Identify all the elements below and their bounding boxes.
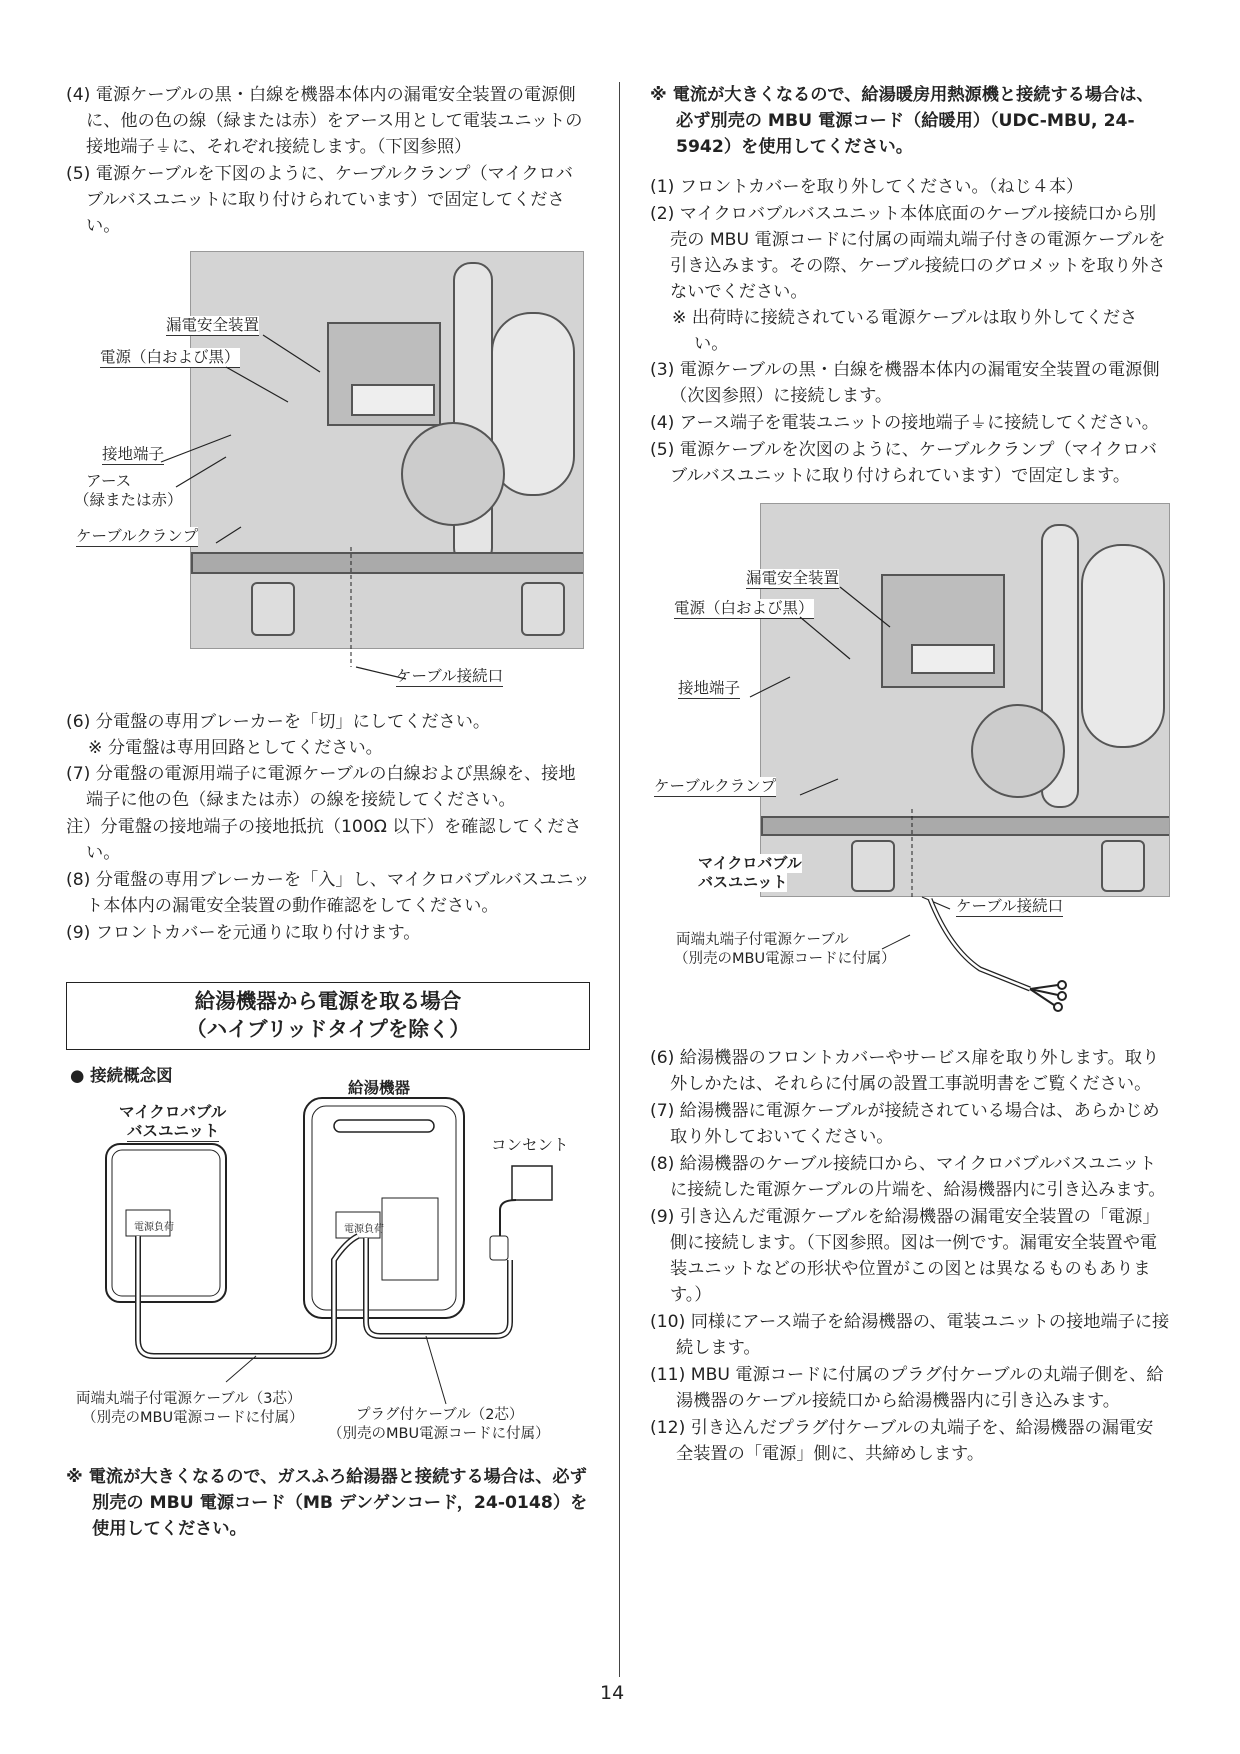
unit-term-load: 負荷	[154, 1222, 174, 1233]
warning-heat-source: ※ 電流が大きくなるので、給湯暖房用熱源機と接続する場合は、必ず別売の MBU 電源コード（給暖用）（UDC-MBU, 24-5942）を使用してください。	[650, 85, 1154, 157]
r-label-unit-2: バスユニット	[698, 873, 788, 891]
wiring-figure-1	[66, 247, 590, 709]
r-step-6: (6) 給湯機器のフロントカバーやサービス扉を取り外します。取り外しかたは、それらに付属の設置工事説明書をご覧ください。	[650, 1048, 1160, 1094]
r-label-cable-inlet: ケーブル接続口	[956, 897, 1064, 915]
heater-term-load: 負荷	[364, 1224, 384, 1235]
cable-3core-label: 両端丸端子付電源ケーブル（3芯）	[76, 1391, 302, 1407]
column-divider	[619, 82, 620, 1677]
step-5: (5) 電源ケーブルを下図のように、ケーブルクランプ（マイクロバブルバスユニットに取り付けられています）で固定してください。	[66, 164, 573, 236]
r-step-11: (11) MBU 電源コードに付属のプラグ付ケーブルの丸端子側を、給湯機器のケーブル接続口から給湯機器内に引き込みます。	[650, 1365, 1164, 1411]
section-title-line-1: 給湯機器から電源を取る場合	[194, 989, 462, 1013]
r-label-safety-device: 漏電安全装置	[746, 569, 840, 587]
step-8: (8) 分電盤の専用ブレーカーを「入」し、マイクロバブルバスユニット本体内の漏電安全装置の動作確認をしてください。	[66, 870, 590, 916]
r-label-ground-terminal: 接地端子	[678, 679, 741, 697]
r-label-unit-1: マイクロバブル	[698, 854, 802, 872]
heater-label: 給湯機器	[348, 1079, 411, 1097]
step-4: (4) 電源ケーブルの黒・白線を機器本体内の漏電安全装置の電源側に、他の色の線（緑または赤）をアース用として電装ユニットの接地端子⏚に、それぞれ接続します。（下図参照）	[66, 85, 583, 157]
r-step-9: (9) 引き込んだ電源ケーブルを給湯機器の漏電安全装置の「電源」側に接続します。（下図参照。図は一例です。漏電安全装置や電装ユニットなどの形状や位置がこの図とは異なるものもあります。）	[650, 1207, 1160, 1305]
label-power-wires: 電源（白および黒）	[100, 348, 240, 366]
r-label-power-wires: 電源（白および黒）	[674, 599, 814, 617]
r-label-cable-source: （別売のMBU電源コードに付属）	[674, 951, 896, 967]
unit-label-2: バスユニット	[127, 1122, 220, 1140]
outlet-label: コンセント	[491, 1136, 569, 1154]
right-column	[650, 82, 1170, 1467]
warning-gas-heater: ※ 電流が大きくなるので、ガスふろ給湯器と接続する場合は、必ず別売の MBU 電源コード（MB デンゲンコード，24-0148）を使用してください。	[66, 1467, 588, 1539]
unit-term-power: 電源	[134, 1222, 154, 1233]
r-step-1: (1) フロントカバーを取り外してください。（ねじ４本）	[650, 177, 1084, 197]
section-heading	[66, 982, 590, 1050]
r-step-5: (5) 電源ケーブルを次図のように、ケーブルクランプ（マイクロバブルバスユニットに取り付けられています）で固定します。	[650, 440, 1157, 486]
r-step-2: (2) マイクロバブルバスユニット本体底面のケーブル接続口から別売の MBU 電源コードに付属の両端丸端子付きの電源ケーブルを引き込みます。その際、ケーブル接続口のグロメットを取り外さないでください。	[650, 204, 1166, 302]
label-cable-clamp: ケーブルクランプ	[76, 527, 199, 545]
label-safety-device: 漏電安全装置	[166, 316, 260, 334]
concept-label: ● 接続概念図	[70, 1066, 173, 1085]
label-earth: アース	[86, 472, 132, 490]
step-7: (7) 分電盤の電源用端子に電源ケーブルの白線および黒線を、接地端子に他の色（緑または赤）の線を接続してください。	[66, 764, 576, 810]
note-chu: 注）分電盤の接地端子の接地抵抗（100Ω 以下）を確認してください。	[66, 817, 582, 863]
step-6: (6) 分電盤の専用ブレーカーを「切」にしてください。	[66, 712, 491, 732]
cable-3core-source: （別売のMBU電源コードに付属）	[82, 1410, 304, 1426]
r-step-7: (7) 給湯機器に電源ケーブルが接続されている場合は、あらかじめ取り外しておいてください。	[650, 1101, 1160, 1147]
r-label-cable-clamp: ケーブルクランプ	[654, 777, 777, 795]
plug-cable-label: プラグ付ケーブル（2芯）	[356, 1407, 524, 1423]
connection-concept-diagram	[66, 1060, 590, 1458]
r-step-10: (10) 同様にアース端子を給湯機器の、電装ユニットの接地端子に接続します。	[650, 1312, 1170, 1358]
r-step-4: (4) アース端子を電装ユニットの接地端子⏚に接続してください。	[650, 413, 1159, 433]
wiring-figure-2	[650, 499, 1170, 1045]
label-ground-terminal: 接地端子	[102, 445, 165, 463]
section-title-line-2: （ハイブリッドタイプを除く）	[186, 1017, 470, 1041]
heater-term-power: 電源	[344, 1224, 364, 1235]
plug-cable-source: （別売のMBU電源コードに付属）	[328, 1426, 550, 1442]
r-step-12: (12) 引き込んだプラグ付ケーブルの丸端子を、給湯機器の漏電安全装置の「電源」側に、共締めします。	[650, 1418, 1154, 1464]
unit-label-1: マイクロバブル	[119, 1103, 227, 1121]
r-step-8: (8) 給湯機器のケーブル接続口から、マイクロバブルバスユニットに接続した電源ケーブルの片端を、給湯機器内に引き込みます。	[650, 1154, 1166, 1200]
label-cable-inlet: ケーブル接続口	[396, 667, 504, 685]
unit-interior-photo	[190, 251, 584, 649]
page-number: 14	[600, 1682, 625, 1704]
left-column	[66, 82, 590, 1542]
step-9: (9) フロントカバーを元通りに取り付けます。	[66, 923, 421, 943]
r-step-2-note: ※ 出荷時に接続されている電源ケーブルは取り外してください。	[672, 308, 1138, 354]
unit-interior-photo-2	[760, 503, 1170, 897]
r-label-cable: 両端丸端子付電源ケーブル	[676, 932, 849, 948]
r-step-3: (3) 電源ケーブルの黒・白線を機器本体内の漏電安全装置の電源側（次図参照）に接続します。	[650, 360, 1160, 406]
label-earth-color: （緑または赤）	[74, 491, 183, 509]
step-6-note: ※ 分電盤は専用回路としてください。	[88, 738, 383, 758]
